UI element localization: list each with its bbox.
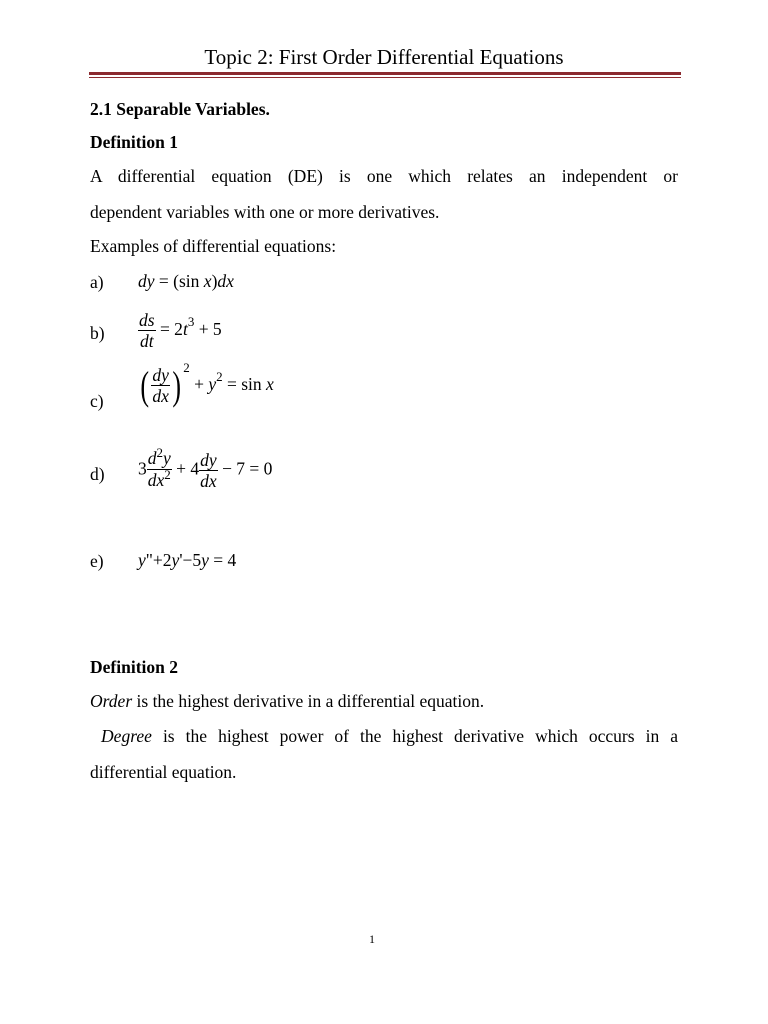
examples-intro: Examples of differential equations: bbox=[90, 236, 337, 256]
example-e-equation: y"+2y'−5y = 4 bbox=[138, 550, 237, 570]
example-e-label: e) bbox=[90, 551, 104, 571]
example-a-equation: dy = (sin x)dx bbox=[138, 271, 234, 291]
example-c-equation: ( $\frac{dy}{dx}$ ) $^2 + y^2 = \sin x$ bbox=[140, 360, 274, 408]
definition-1-line-2: dependent variables with one or more derivatives. bbox=[90, 202, 440, 222]
order-term: Order bbox=[90, 691, 133, 711]
definition-2-title: Definition 2 bbox=[90, 657, 178, 677]
example-d-label: d) bbox=[90, 464, 105, 484]
example-d-equation: 3 $\frac{d^2y}{dx^2}$ + 4 $\frac{dy}{dx}$ − 7 = 0 bbox=[138, 445, 273, 491]
order-text: is the highest derivative in a differential equation. bbox=[132, 691, 485, 711]
section-heading: 2.1 Separable Variables. bbox=[90, 99, 270, 119]
example-b-equation: $\frac{ds}{dt}$ = $2t^3 + 5$ bbox=[139, 310, 222, 351]
degree-text: is the highest power of the highest derivative which occurs in a bbox=[151, 726, 678, 746]
example-b-label: b) bbox=[90, 323, 105, 343]
definition-1-title: Definition 1 bbox=[90, 132, 178, 152]
definition-1-line-1: A differential equation (DE) is one which relates an independent or bbox=[90, 166, 678, 186]
header-rule-thick bbox=[89, 72, 681, 75]
order-definition bbox=[90, 690, 484, 712]
example-c-label: c) bbox=[90, 391, 104, 411]
page-header-title: Topic 2: First Order Differential Equations bbox=[204, 45, 564, 69]
degree-definition-line-2: differential equation. bbox=[90, 762, 237, 782]
degree-definition-line-1 bbox=[90, 725, 678, 747]
page-number: 1 bbox=[369, 932, 375, 946]
degree-term: Degree bbox=[101, 726, 152, 746]
example-a-label: a) bbox=[90, 272, 104, 292]
header-rule-thin bbox=[89, 77, 681, 78]
